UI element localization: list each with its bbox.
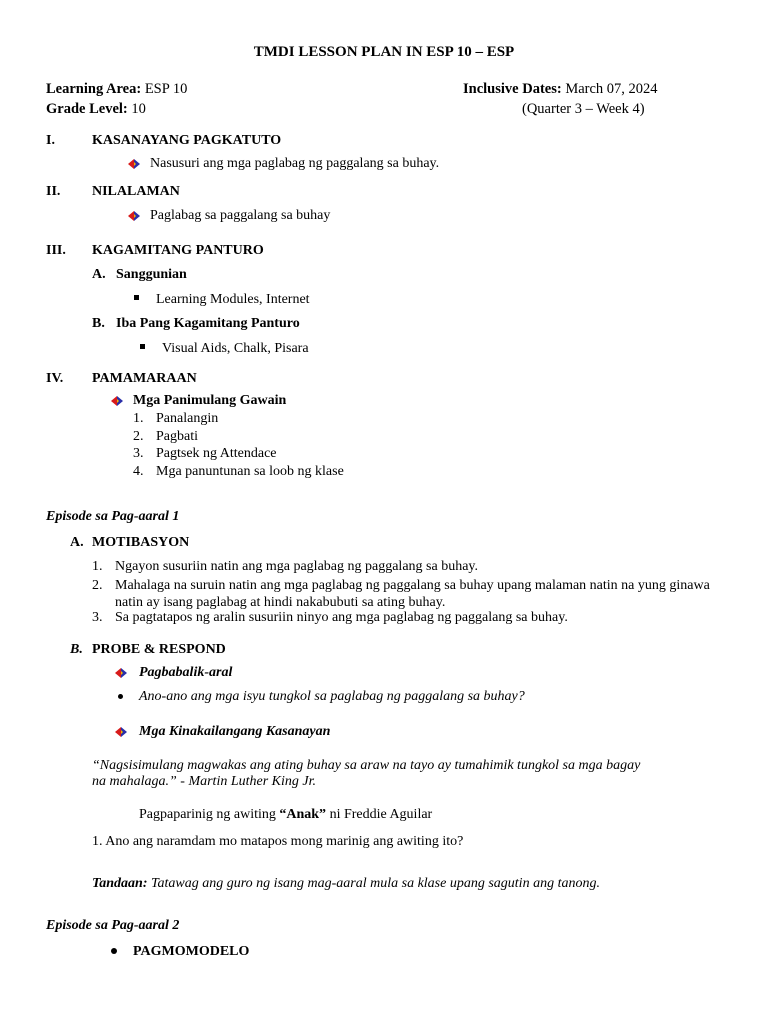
round-bullet-icon	[111, 948, 117, 954]
list-item: Mga panuntunan sa loob ng klase	[156, 464, 344, 479]
section-2-title: NILALAMAN	[92, 184, 180, 199]
motibasyon-item: Mahalaga na suruin natin ang mga paglabag ng paggalang sa buhay upang malaman natin na yung ginawa	[115, 578, 710, 593]
subsection-b-label: B.	[92, 316, 105, 331]
list-item-number: 1.	[133, 411, 144, 426]
section-1-title: KASANAYANG PAGKATUTO	[92, 133, 282, 148]
grade-level-label: Grade Level:	[46, 101, 128, 117]
learning-area-label: Learning Area:	[46, 81, 142, 97]
note-line	[92, 875, 600, 892]
inclusive-dates	[463, 81, 658, 98]
list-item: Pagtsek ng Attendace	[156, 446, 277, 461]
list-item-number: 3.	[92, 610, 103, 625]
section-4-sub: Mga Panimulang Gawain	[133, 393, 287, 408]
section-2-item: Paglabag sa paggalang sa buhay	[150, 208, 331, 223]
arrow-bullet-icon	[111, 396, 123, 406]
motibasyon-title: MOTIBASYON	[92, 535, 190, 550]
probe-label: B.	[70, 642, 83, 657]
arrow-bullet-icon	[115, 668, 127, 678]
subsection-a-item: Learning Modules, Internet	[156, 292, 310, 307]
subsection-b-title: Iba Pang Kagamitang Panturo	[116, 316, 300, 331]
document-title: TMDI LESSON PLAN IN ESP 10 – ESP	[253, 44, 515, 60]
inclusive-dates-label: Inclusive Dates:	[463, 81, 562, 97]
arrow-bullet-icon	[115, 727, 127, 737]
quote-line-1: “Nagsisimulang magwakas ang ating buhay sa araw na tayo ay tumahimik tungkol sa mga bagay	[92, 758, 641, 773]
quarter-week: (Quarter 3 – Week 4)	[522, 101, 645, 117]
section-3-title: KAGAMITANG PANTURO	[92, 243, 264, 258]
grade-level	[46, 101, 146, 118]
motibasyon-item: Sa pagtatapos ng aralin susuriin ninyo ang mga paglabag ng paggalang sa buhay.	[115, 610, 568, 625]
motibasyon-item-cont: natin ay isang paglabag at hindi nakabubuti sa ating buhay.	[115, 595, 446, 610]
subsection-b-item: Visual Aids, Chalk, Pisara	[162, 341, 309, 356]
motibasyon-label: A.	[70, 535, 84, 550]
note-text: Tatawag ang guro ng isang mag-aaral mula sa klase upang sagutin ang tanong.	[147, 876, 600, 891]
probe-title: PROBE & RESPOND	[92, 642, 226, 657]
list-item: Pagbati	[156, 429, 198, 444]
pagmomodelo-item: PAGMOMODELO	[133, 944, 250, 959]
song-suffix: ni Freddie Aguilar	[326, 807, 433, 822]
list-item-number: 2.	[133, 429, 144, 444]
list-item-number: 4.	[133, 464, 144, 479]
review-question: Ano-ano ang mga isyu tungkol sa paglabag ng paggalang sa buhay?	[139, 689, 525, 704]
section-4-number: IV.	[46, 371, 64, 386]
song-prefix: Pagpaparinig ng awiting	[139, 807, 280, 822]
arrow-bullet-icon	[128, 159, 140, 169]
motibasyon-item: Ngayon susuriin natin ang mga paglabag ng paggalang sa buhay.	[115, 559, 479, 574]
quote-line-2: na mahalaga.” - Martin Luther King Jr.	[92, 774, 317, 789]
arrow-bullet-icon	[128, 211, 140, 221]
inclusive-dates-value: March 07, 2024	[565, 81, 658, 97]
learning-area-value: ESP 10	[144, 81, 188, 97]
subsection-a-title: Sanggunian	[116, 267, 187, 282]
section-4-title: PAMAMARAAN	[92, 371, 197, 386]
section-1-item: Nasusuri ang mga paglabag ng paggalang sa buhay.	[150, 156, 440, 171]
section-2-number: II.	[46, 184, 61, 199]
square-bullet-icon	[140, 344, 145, 349]
learning-area	[46, 81, 187, 98]
note-label: Tandaan:	[92, 876, 148, 891]
song-title: “Anak”	[279, 807, 327, 822]
song-line	[139, 806, 432, 823]
section-3-number: III.	[46, 243, 66, 258]
list-item-number: 3.	[133, 446, 144, 461]
square-bullet-icon	[134, 295, 139, 300]
round-bullet-icon	[118, 694, 123, 699]
list-item-number: 1.	[92, 559, 103, 574]
question-1: 1. Ano ang naramdam mo matapos mong marinig ang awiting ito?	[92, 834, 464, 849]
episode-2-heading: Episode sa Pag-aaral 2	[46, 918, 180, 933]
list-item: Panalangin	[156, 411, 219, 426]
skills-heading: Mga Kinakailangang Kasanayan	[139, 724, 331, 739]
subsection-a-label: A.	[92, 267, 106, 282]
episode-1-heading: Episode sa Pag-aaral 1	[46, 509, 180, 524]
review-heading: Pagbabalik-aral	[139, 665, 233, 680]
list-item-number: 2.	[92, 578, 103, 593]
section-1-number: I.	[46, 133, 55, 148]
grade-level-value: 10	[131, 101, 146, 117]
